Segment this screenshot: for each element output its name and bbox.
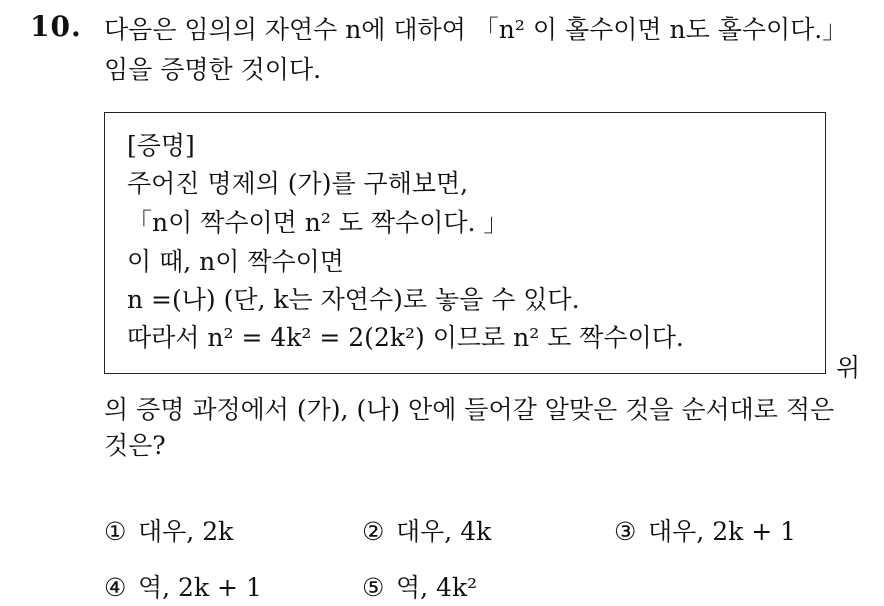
choice-2[interactable] [362, 514, 491, 550]
prompt-line-1: 의 증명 과정에서 (가), (나) 안에 들어갈 알맞은 것을 순서대로 적은 [104, 395, 835, 424]
proof-line-5: 따라서 n² = 4k² = 2(2k²) 이므로 n² 도 짝수이다. [127, 323, 684, 352]
choice-5[interactable] [362, 570, 477, 606]
choice-1-text: 대우, 2k [138, 517, 234, 546]
choice-3-mark: ③ [614, 517, 637, 546]
proof-title: [증명] [127, 131, 195, 160]
choice-4[interactable] [104, 570, 262, 606]
choice-2-mark: ② [362, 517, 385, 546]
choice-1[interactable] [104, 514, 233, 550]
proof-line-4: n =(나) (단, k는 자연수)로 놓을 수 있다. [127, 285, 580, 314]
choice-4-mark: ④ [104, 573, 127, 602]
proof-line-3: 이 때, n이 짝수이면 [127, 247, 344, 276]
choice-5-text: 역, 4k² [396, 573, 478, 602]
prompt-line-2: 것은? [104, 431, 166, 460]
choice-1-mark: ① [104, 517, 127, 546]
proof-line-1: 주어진 명제의 (가)를 구해보면, [127, 169, 469, 198]
proof-box [104, 112, 826, 374]
proof-line-2: 「n이 짝수이면 n² 도 짝수이다. 」 [127, 208, 509, 237]
choice-3-text: 대우, 2k + 1 [648, 517, 796, 546]
question-text-line-2: 임을 증명한 것이다. [104, 55, 322, 84]
choice-2-text: 대우, 4k [396, 517, 492, 546]
choice-4-text: 역, 2k + 1 [138, 573, 262, 602]
choice-3[interactable] [614, 514, 796, 550]
question-text-line-1: 다음은 임의의 자연수 n에 대하여 「n² 이 홀수이면 n도 홀수이다.」 [104, 15, 848, 44]
question-number: 10. [30, 10, 82, 43]
choice-5-mark: ⑤ [362, 573, 385, 602]
prompt-tail: 위 [836, 353, 861, 382]
